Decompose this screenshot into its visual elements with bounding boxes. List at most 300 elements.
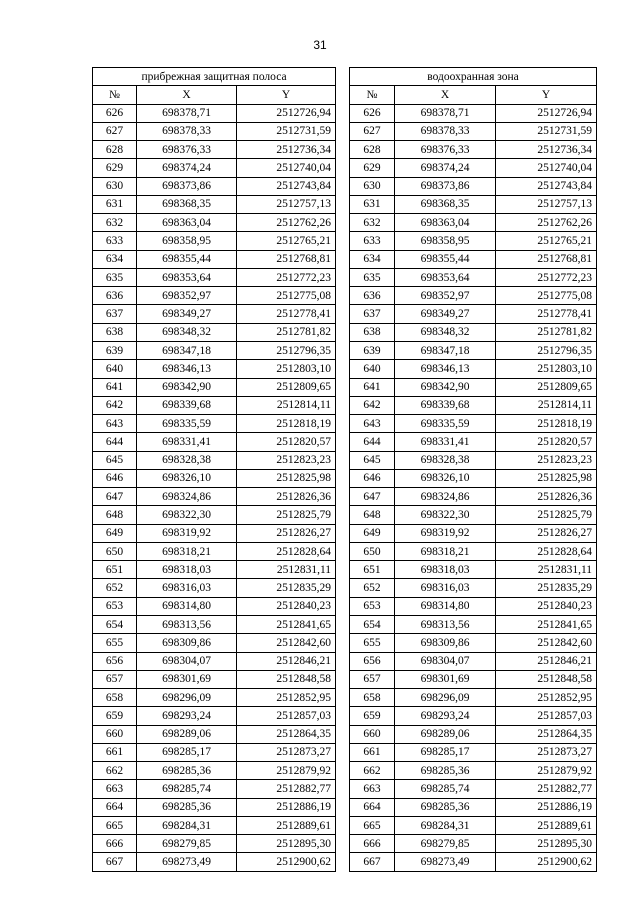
section-header-row xyxy=(93,68,597,86)
table-row xyxy=(93,268,597,286)
right-point-number: 660 xyxy=(350,725,395,743)
left-x-coordinate: 698285,17 xyxy=(137,743,237,761)
right-y-coordinate: 2512826,36 xyxy=(496,488,597,506)
table-row xyxy=(93,707,597,725)
left-y-coordinate: 2512879,92 xyxy=(237,762,336,780)
right-y-coordinate: 2512873,27 xyxy=(496,743,597,761)
right-point-number: 631 xyxy=(350,195,395,213)
left-y-coordinate: 2512825,98 xyxy=(237,469,336,487)
right-x-coordinate: 698358,95 xyxy=(395,232,496,250)
column-gap xyxy=(336,798,350,816)
left-point-number: 636 xyxy=(93,287,137,305)
left-y-coordinate: 2512775,08 xyxy=(237,287,336,305)
column-gap xyxy=(336,615,350,633)
left-y-coordinate: 2512818,19 xyxy=(237,415,336,433)
right-x-coordinate: 698318,21 xyxy=(395,542,496,560)
right-col-x-header: X xyxy=(395,86,496,104)
table-row xyxy=(93,104,597,122)
right-point-number: 655 xyxy=(350,634,395,652)
left-col-x-header: X xyxy=(137,86,237,104)
right-point-number: 657 xyxy=(350,670,395,688)
left-point-number: 639 xyxy=(93,341,137,359)
left-point-number: 652 xyxy=(93,579,137,597)
table-row xyxy=(93,816,597,834)
right-y-coordinate: 2512820,57 xyxy=(496,433,597,451)
left-x-coordinate: 698273,49 xyxy=(137,853,237,871)
left-x-coordinate: 698314,80 xyxy=(137,597,237,615)
left-point-number: 642 xyxy=(93,396,137,414)
column-gap xyxy=(336,689,350,707)
right-x-coordinate: 698314,80 xyxy=(395,597,496,615)
left-y-coordinate: 2512765,21 xyxy=(237,232,336,250)
left-x-coordinate: 698349,27 xyxy=(137,305,237,323)
left-y-coordinate: 2512841,65 xyxy=(237,615,336,633)
left-y-coordinate: 2512740,04 xyxy=(237,159,336,177)
right-x-coordinate: 698378,33 xyxy=(395,122,496,140)
right-x-coordinate: 698284,31 xyxy=(395,816,496,834)
right-point-number: 629 xyxy=(350,159,395,177)
right-x-coordinate: 698374,24 xyxy=(395,159,496,177)
right-x-coordinate: 698279,85 xyxy=(395,835,496,853)
left-y-coordinate: 2512772,23 xyxy=(237,268,336,286)
left-x-coordinate: 698368,35 xyxy=(137,195,237,213)
table-row xyxy=(93,762,597,780)
right-point-number: 626 xyxy=(350,104,395,122)
right-y-coordinate: 2512775,08 xyxy=(496,287,597,305)
column-gap xyxy=(336,232,350,250)
right-y-coordinate: 2512841,65 xyxy=(496,615,597,633)
left-point-number: 653 xyxy=(93,597,137,615)
column-gap xyxy=(336,451,350,469)
left-point-number: 643 xyxy=(93,415,137,433)
left-point-number: 662 xyxy=(93,762,137,780)
left-y-coordinate: 2512826,27 xyxy=(237,524,336,542)
right-x-coordinate: 698376,33 xyxy=(395,141,496,159)
right-y-coordinate: 2512826,27 xyxy=(496,524,597,542)
left-point-number: 658 xyxy=(93,689,137,707)
right-x-coordinate: 698347,18 xyxy=(395,341,496,359)
left-y-coordinate: 2512825,79 xyxy=(237,506,336,524)
left-point-number: 649 xyxy=(93,524,137,542)
left-x-coordinate: 698358,95 xyxy=(137,232,237,250)
table-row xyxy=(93,214,597,232)
left-y-coordinate: 2512842,60 xyxy=(237,634,336,652)
left-y-coordinate: 2512762,26 xyxy=(237,214,336,232)
left-point-number: 635 xyxy=(93,268,137,286)
column-gap xyxy=(336,816,350,834)
table-row xyxy=(93,634,597,652)
table-row xyxy=(93,433,597,451)
left-x-coordinate: 698342,90 xyxy=(137,378,237,396)
right-y-coordinate: 2512857,03 xyxy=(496,707,597,725)
right-y-coordinate: 2512879,92 xyxy=(496,762,597,780)
right-x-coordinate: 698324,86 xyxy=(395,488,496,506)
left-point-number: 664 xyxy=(93,798,137,816)
table-row xyxy=(93,743,597,761)
left-x-coordinate: 698373,86 xyxy=(137,177,237,195)
table-row xyxy=(93,323,597,341)
right-y-coordinate: 2512895,30 xyxy=(496,835,597,853)
right-point-number: 652 xyxy=(350,579,395,597)
right-y-coordinate: 2512840,23 xyxy=(496,597,597,615)
right-point-number: 651 xyxy=(350,561,395,579)
right-x-coordinate: 698296,09 xyxy=(395,689,496,707)
right-y-coordinate: 2512825,98 xyxy=(496,469,597,487)
column-gap xyxy=(336,159,350,177)
right-x-coordinate: 698301,69 xyxy=(395,670,496,688)
right-point-number: 642 xyxy=(350,396,395,414)
right-x-coordinate: 698273,49 xyxy=(395,853,496,871)
left-point-number: 654 xyxy=(93,615,137,633)
right-point-number: 635 xyxy=(350,268,395,286)
left-x-coordinate: 698378,33 xyxy=(137,122,237,140)
column-gap xyxy=(336,68,350,86)
left-x-coordinate: 698284,31 xyxy=(137,816,237,834)
left-point-number: 650 xyxy=(93,542,137,560)
right-x-coordinate: 698293,24 xyxy=(395,707,496,725)
right-point-number: 628 xyxy=(350,141,395,159)
column-gap xyxy=(336,725,350,743)
table-row xyxy=(93,652,597,670)
right-x-coordinate: 698322,30 xyxy=(395,506,496,524)
column-gap xyxy=(336,141,350,159)
right-x-coordinate: 698328,38 xyxy=(395,451,496,469)
right-col-num-header: № xyxy=(350,86,395,104)
table-row xyxy=(93,725,597,743)
right-y-coordinate: 2512726,94 xyxy=(496,104,597,122)
left-x-coordinate: 698289,06 xyxy=(137,725,237,743)
right-point-number: 634 xyxy=(350,250,395,268)
column-gap xyxy=(336,104,350,122)
column-gap xyxy=(336,268,350,286)
right-y-coordinate: 2512803,10 xyxy=(496,360,597,378)
table-row xyxy=(93,835,597,853)
right-point-number: 627 xyxy=(350,122,395,140)
right-y-coordinate: 2512796,35 xyxy=(496,341,597,359)
column-gap xyxy=(336,177,350,195)
left-point-number: 651 xyxy=(93,561,137,579)
column-gap xyxy=(336,542,350,560)
table-row xyxy=(93,195,597,213)
left-x-coordinate: 698353,64 xyxy=(137,268,237,286)
left-col-num-header: № xyxy=(93,86,137,104)
left-y-coordinate: 2512852,95 xyxy=(237,689,336,707)
table-row xyxy=(93,670,597,688)
right-point-number: 664 xyxy=(350,798,395,816)
left-point-number: 638 xyxy=(93,323,137,341)
table-row xyxy=(93,506,597,524)
page-number: 31 xyxy=(313,38,327,52)
column-gap xyxy=(336,780,350,798)
right-point-number: 644 xyxy=(350,433,395,451)
column-gap xyxy=(336,341,350,359)
left-x-coordinate: 698285,36 xyxy=(137,762,237,780)
column-header-row xyxy=(93,86,597,104)
left-y-coordinate: 2512796,35 xyxy=(237,341,336,359)
right-y-coordinate: 2512772,23 xyxy=(496,268,597,286)
column-gap xyxy=(336,323,350,341)
column-gap xyxy=(336,122,350,140)
right-x-coordinate: 698335,59 xyxy=(395,415,496,433)
right-point-number: 662 xyxy=(350,762,395,780)
right-y-coordinate: 2512768,81 xyxy=(496,250,597,268)
table-row xyxy=(93,415,597,433)
column-gap xyxy=(336,305,350,323)
left-x-coordinate: 698363,04 xyxy=(137,214,237,232)
left-y-coordinate: 2512826,36 xyxy=(237,488,336,506)
column-gap xyxy=(336,287,350,305)
right-y-coordinate: 2512846,21 xyxy=(496,652,597,670)
right-x-coordinate: 698346,13 xyxy=(395,360,496,378)
left-point-number: 667 xyxy=(93,853,137,871)
table-row xyxy=(93,305,597,323)
left-x-coordinate: 698318,03 xyxy=(137,561,237,579)
right-point-number: 637 xyxy=(350,305,395,323)
right-y-coordinate: 2512823,23 xyxy=(496,451,597,469)
right-point-number: 647 xyxy=(350,488,395,506)
table-row xyxy=(93,780,597,798)
left-y-coordinate: 2512828,64 xyxy=(237,542,336,560)
right-x-coordinate: 698353,64 xyxy=(395,268,496,286)
left-x-coordinate: 698313,56 xyxy=(137,615,237,633)
left-point-number: 626 xyxy=(93,104,137,122)
table-row xyxy=(93,561,597,579)
left-point-number: 632 xyxy=(93,214,137,232)
right-x-coordinate: 698355,44 xyxy=(395,250,496,268)
column-gap xyxy=(336,652,350,670)
left-x-coordinate: 698347,18 xyxy=(137,341,237,359)
right-y-coordinate: 2512736,34 xyxy=(496,141,597,159)
left-y-coordinate: 2512823,23 xyxy=(237,451,336,469)
column-gap xyxy=(336,415,350,433)
column-gap xyxy=(336,634,350,652)
left-x-coordinate: 698339,68 xyxy=(137,396,237,414)
left-x-coordinate: 698319,92 xyxy=(137,524,237,542)
right-y-coordinate: 2512886,19 xyxy=(496,798,597,816)
left-col-y-header: Y xyxy=(237,86,336,104)
left-x-coordinate: 698355,44 xyxy=(137,250,237,268)
table-row xyxy=(93,689,597,707)
left-x-coordinate: 698309,86 xyxy=(137,634,237,652)
right-point-number: 665 xyxy=(350,816,395,834)
left-point-number: 641 xyxy=(93,378,137,396)
left-y-coordinate: 2512743,84 xyxy=(237,177,336,195)
table-row xyxy=(93,141,597,159)
table-row xyxy=(93,159,597,177)
table-row xyxy=(93,122,597,140)
right-x-coordinate: 698342,90 xyxy=(395,378,496,396)
left-y-coordinate: 2512778,41 xyxy=(237,305,336,323)
left-x-coordinate: 698296,09 xyxy=(137,689,237,707)
left-point-number: 661 xyxy=(93,743,137,761)
left-point-number: 633 xyxy=(93,232,137,250)
left-point-number: 634 xyxy=(93,250,137,268)
right-point-number: 640 xyxy=(350,360,395,378)
right-point-number: 648 xyxy=(350,506,395,524)
left-x-coordinate: 698316,03 xyxy=(137,579,237,597)
column-gap xyxy=(336,561,350,579)
left-x-coordinate: 698328,38 xyxy=(137,451,237,469)
right-y-coordinate: 2512809,65 xyxy=(496,378,597,396)
left-y-coordinate: 2512803,10 xyxy=(237,360,336,378)
left-x-coordinate: 698279,85 xyxy=(137,835,237,853)
table-row xyxy=(93,524,597,542)
column-gap xyxy=(336,378,350,396)
left-y-coordinate: 2512895,30 xyxy=(237,835,336,853)
left-point-number: 659 xyxy=(93,707,137,725)
left-point-number: 663 xyxy=(93,780,137,798)
right-y-coordinate: 2512864,35 xyxy=(496,725,597,743)
right-y-coordinate: 2512781,82 xyxy=(496,323,597,341)
left-y-coordinate: 2512736,34 xyxy=(237,141,336,159)
column-gap xyxy=(336,835,350,853)
right-point-number: 661 xyxy=(350,743,395,761)
right-y-coordinate: 2512765,21 xyxy=(496,232,597,250)
column-gap xyxy=(336,396,350,414)
column-gap xyxy=(336,597,350,615)
right-x-coordinate: 698285,36 xyxy=(395,798,496,816)
right-point-number: 630 xyxy=(350,177,395,195)
right-x-coordinate: 698318,03 xyxy=(395,561,496,579)
left-y-coordinate: 2512857,03 xyxy=(237,707,336,725)
right-point-number: 638 xyxy=(350,323,395,341)
left-point-number: 629 xyxy=(93,159,137,177)
right-x-coordinate: 698285,74 xyxy=(395,780,496,798)
column-gap xyxy=(336,853,350,871)
right-x-coordinate: 698289,06 xyxy=(395,725,496,743)
right-point-number: 639 xyxy=(350,341,395,359)
right-y-coordinate: 2512731,59 xyxy=(496,122,597,140)
left-x-coordinate: 698376,33 xyxy=(137,141,237,159)
right-y-coordinate: 2512778,41 xyxy=(496,305,597,323)
right-x-coordinate: 698373,86 xyxy=(395,177,496,195)
right-x-coordinate: 698326,10 xyxy=(395,469,496,487)
left-y-coordinate: 2512814,11 xyxy=(237,396,336,414)
right-y-coordinate: 2512889,61 xyxy=(496,816,597,834)
right-x-coordinate: 698363,04 xyxy=(395,214,496,232)
left-section-title: прибрежная защитная полоса xyxy=(93,68,336,86)
right-point-number: 654 xyxy=(350,615,395,633)
column-gap xyxy=(336,670,350,688)
left-point-number: 646 xyxy=(93,469,137,487)
column-gap xyxy=(336,214,350,232)
right-point-number: 633 xyxy=(350,232,395,250)
column-gap xyxy=(336,469,350,487)
right-point-number: 636 xyxy=(350,287,395,305)
right-x-coordinate: 698348,32 xyxy=(395,323,496,341)
left-y-coordinate: 2512757,13 xyxy=(237,195,336,213)
left-y-coordinate: 2512864,35 xyxy=(237,725,336,743)
right-y-coordinate: 2512762,26 xyxy=(496,214,597,232)
table-row xyxy=(93,250,597,268)
right-y-coordinate: 2512852,95 xyxy=(496,689,597,707)
right-y-coordinate: 2512757,13 xyxy=(496,195,597,213)
column-gap xyxy=(336,433,350,451)
right-col-y-header: Y xyxy=(496,86,597,104)
right-point-number: 658 xyxy=(350,689,395,707)
right-x-coordinate: 698285,17 xyxy=(395,743,496,761)
left-point-number: 644 xyxy=(93,433,137,451)
right-y-coordinate: 2512882,77 xyxy=(496,780,597,798)
right-y-coordinate: 2512825,79 xyxy=(496,506,597,524)
right-point-number: 641 xyxy=(350,378,395,396)
table-row xyxy=(93,451,597,469)
table-row xyxy=(93,341,597,359)
left-y-coordinate: 2512726,94 xyxy=(237,104,336,122)
left-point-number: 656 xyxy=(93,652,137,670)
right-y-coordinate: 2512828,64 xyxy=(496,542,597,560)
right-x-coordinate: 698378,71 xyxy=(395,104,496,122)
left-x-coordinate: 698322,30 xyxy=(137,506,237,524)
column-gap xyxy=(336,506,350,524)
right-x-coordinate: 698316,03 xyxy=(395,579,496,597)
column-gap xyxy=(336,743,350,761)
left-y-coordinate: 2512848,58 xyxy=(237,670,336,688)
left-y-coordinate: 2512900,62 xyxy=(237,853,336,871)
left-point-number: 665 xyxy=(93,816,137,834)
left-x-coordinate: 698304,07 xyxy=(137,652,237,670)
left-x-coordinate: 698326,10 xyxy=(137,469,237,487)
table-row xyxy=(93,853,597,871)
right-x-coordinate: 698339,68 xyxy=(395,396,496,414)
right-point-number: 663 xyxy=(350,780,395,798)
right-y-coordinate: 2512835,29 xyxy=(496,579,597,597)
right-x-coordinate: 698349,27 xyxy=(395,305,496,323)
right-point-number: 650 xyxy=(350,542,395,560)
table-row xyxy=(93,542,597,560)
right-point-number: 667 xyxy=(350,853,395,871)
left-point-number: 647 xyxy=(93,488,137,506)
right-point-number: 656 xyxy=(350,652,395,670)
right-point-number: 653 xyxy=(350,597,395,615)
right-x-coordinate: 698352,97 xyxy=(395,287,496,305)
column-gap xyxy=(336,579,350,597)
right-section-title: водоохранная зона xyxy=(350,68,597,86)
right-point-number: 632 xyxy=(350,214,395,232)
right-x-coordinate: 698304,07 xyxy=(395,652,496,670)
column-gap xyxy=(336,195,350,213)
column-gap xyxy=(336,360,350,378)
right-point-number: 643 xyxy=(350,415,395,433)
left-x-coordinate: 698346,13 xyxy=(137,360,237,378)
right-y-coordinate: 2512831,11 xyxy=(496,561,597,579)
right-point-number: 666 xyxy=(350,835,395,853)
table-row xyxy=(93,798,597,816)
left-y-coordinate: 2512835,29 xyxy=(237,579,336,597)
column-gap xyxy=(336,762,350,780)
left-y-coordinate: 2512820,57 xyxy=(237,433,336,451)
right-y-coordinate: 2512900,62 xyxy=(496,853,597,871)
coordinates-table xyxy=(92,67,597,872)
right-x-coordinate: 698309,86 xyxy=(395,634,496,652)
column-gap xyxy=(336,707,350,725)
table-row xyxy=(93,615,597,633)
left-point-number: 666 xyxy=(93,835,137,853)
left-point-number: 655 xyxy=(93,634,137,652)
left-x-coordinate: 698285,36 xyxy=(137,798,237,816)
left-y-coordinate: 2512846,21 xyxy=(237,652,336,670)
left-y-coordinate: 2512809,65 xyxy=(237,378,336,396)
table-row xyxy=(93,597,597,615)
right-point-number: 649 xyxy=(350,524,395,542)
right-x-coordinate: 698331,41 xyxy=(395,433,496,451)
column-gap xyxy=(336,86,350,104)
table-row xyxy=(93,579,597,597)
right-y-coordinate: 2512818,19 xyxy=(496,415,597,433)
left-x-coordinate: 698348,32 xyxy=(137,323,237,341)
right-x-coordinate: 698368,35 xyxy=(395,195,496,213)
right-point-number: 659 xyxy=(350,707,395,725)
